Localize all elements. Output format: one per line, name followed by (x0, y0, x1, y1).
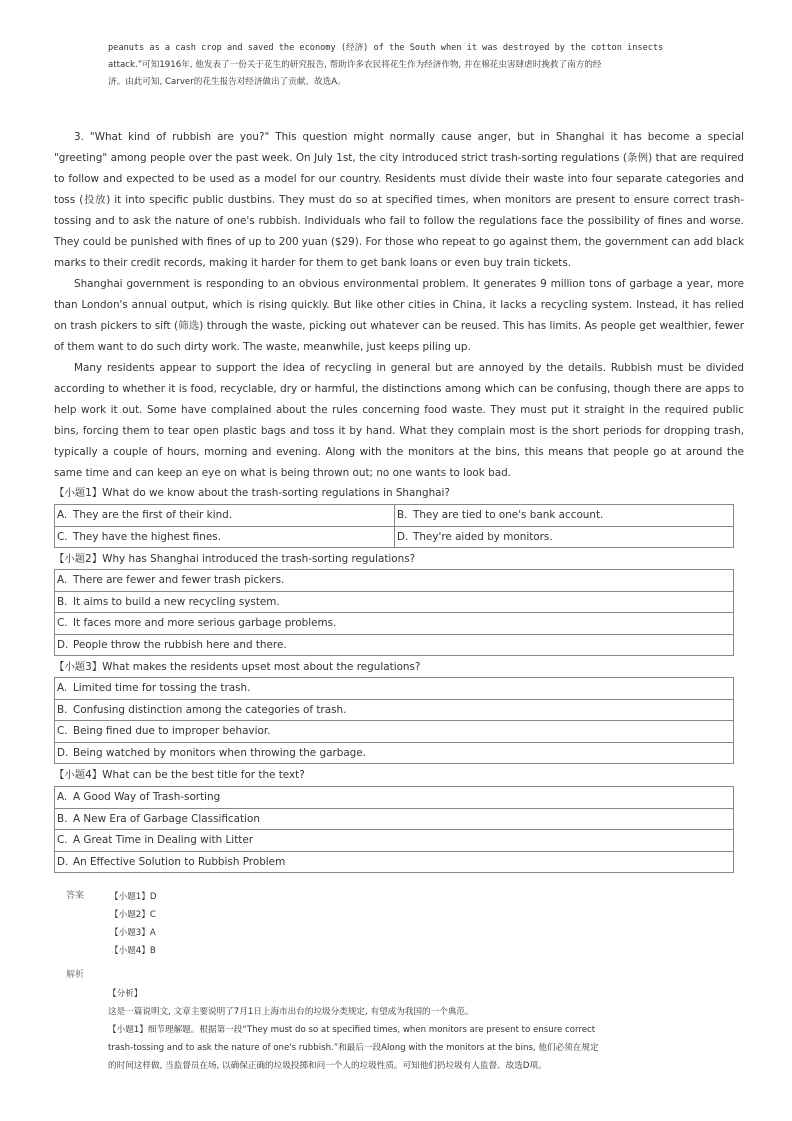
option-a[interactable]: A. They are the first of their kind. (55, 505, 395, 527)
question-3-options (54, 677, 734, 764)
analysis-heading: 【分析】 (108, 989, 143, 999)
question-4-options (54, 786, 734, 873)
option-d[interactable]: D. An Effective Solution to Rubbish Problem (55, 851, 734, 873)
answer-item: 【小题4】B (110, 946, 156, 956)
explanation-line: 济。由此可知, Carver的花生报告对经济做出了贡献。故选A。 (108, 77, 346, 87)
option-c[interactable]: C. They have the highest fines. (55, 526, 395, 548)
analysis-text (108, 985, 728, 1075)
analysis-line: 【小题1】细节理解题。根据第一段“They must do so at specified times, when monitors are present to ensure correct (108, 1025, 596, 1035)
answer-list (110, 888, 156, 960)
passage-paragraph: Many residents appear to support the idea of recycling in general but are annoyed by the details. Rubbish must be divided according to whether it is food, recyclable, dry or harmful, the distinctions among which can be confusing, though there are apps to help work it out. Some have complained about the rules concerning food waste. They must put it straight in the required public bins, forcing them to tear open plastic bags and toss it by hand. What they complain most is the short periods for dropping trash, typically a couple of hours, morning and evening. Along with the monitors at the bins, this means that people go at around the same time and can keep an eye on what is being thrown out; no one wants to look bad. (54, 362, 744, 479)
passage-paragraph: 3. "What kind of rubbish are you?" This question might normally cause anger, but in Shanghai it has become a special "greeting" among people over the past week. On July 1st, the city introduced strict trash-sorting regulations (条例) that are required to follow and expected to be used as a model for our country. Residents must divide their waste into four separate categories and toss (投放) it into specific public dustbins. They must do so at specified times, when monitors are present to ensure correct trash-tossing and to ask the nature of one's rubbish. Individuals who fail to follow the regulations face the possibility of fines and worse. They could be punished with fines of up to 200 yuan ($29). For those who repeat to go against them, the government can add black marks to their credit records, making it harder for them to get bank loans or even buy train tickets. (54, 131, 744, 269)
explanation-line: attack.”可知1916年, 他发表了一份关于花生的研究报告, 帮助许多农民将花生作为经济作物, 并在棉花虫害肆虐时挽救了南方的经 (108, 60, 602, 70)
option-b[interactable]: B. Confusing distinction among the categories of trash. (55, 699, 734, 721)
previous-question-explanation (108, 40, 728, 91)
analysis-line: trash-tossing and to ask the nature of one's rubbish.”和最后一段Along with the monitors at the bins, 他们必须在规定 (108, 1043, 599, 1053)
option-d[interactable]: D. People throw the rubbish here and there. (55, 634, 734, 656)
question-title: 【小题3】What makes the residents upset most about the regulations? (54, 661, 421, 673)
option-c[interactable]: C. A Great Time in Dealing with Litter (55, 830, 734, 852)
answer-label: 答案 (66, 891, 85, 901)
question-title: 【小题2】Why has Shanghai introduced the trash-sorting regulations? (54, 553, 416, 565)
option-a[interactable]: A. A Good Way of Trash-sorting (55, 787, 734, 809)
analysis-line: 的时间这样做, 当监督员在场, 以确保正确的垃圾投掷和问一个人的垃圾性质。可知他们扔垃圾有人监督。故选D项。 (108, 1061, 547, 1071)
explanation-line: peanuts as a cash crop and saved the economy (经济) of the South when it was destroyed by the cotton insects (108, 43, 664, 53)
answer-item: 【小题2】C (110, 910, 156, 920)
option-a[interactable]: A. Limited time for tossing the trash. (55, 678, 734, 700)
option-c[interactable]: C. It faces more and more serious garbage problems. (55, 613, 734, 635)
passage-paragraph: Shanghai government is responding to an obvious environmental problem. It generates 9 million tons of garbage a year, more than London's annual output, which is rising quickly. But like other cities in China, it lacks a recycling system. Instead, it has relied on trash pickers to sift (筛选) through the waste, picking out whatever can be reused. This has limits. As people get wealthier, fewer of them want to do such dirty work. The waste, meanwhile, just keeps piling up. (54, 278, 744, 353)
option-b[interactable]: B. A New Era of Garbage Classification (55, 808, 734, 830)
option-b[interactable]: B. It aims to build a new recycling system. (55, 591, 734, 613)
option-c[interactable]: C. Being fined due to improper behavior. (55, 721, 734, 743)
analysis-line: 这是一篇说明文, 文章主要说明了7月1日上海市出台的垃圾分类规定, 有望成为我国的一个典范。 (108, 1007, 474, 1017)
reading-passage (54, 127, 744, 484)
answer-item: 【小题3】A (110, 928, 156, 938)
option-a[interactable]: A. There are fewer and fewer trash pickers. (55, 570, 734, 592)
question-1-options (54, 504, 734, 548)
option-d[interactable]: D. Being watched by monitors when throwing the garbage. (55, 742, 734, 764)
question-title: 【小题4】What can be the best title for the text? (54, 769, 305, 781)
option-d[interactable]: D. They're aided by monitors. (395, 526, 734, 548)
answer-item: 【小题1】D (110, 892, 157, 902)
question-2-options (54, 569, 734, 656)
analysis-label: 解析 (66, 970, 85, 980)
option-b[interactable]: B. They are tied to one's bank account. (395, 505, 734, 527)
question-title: 【小题1】What do we know about the trash-sorting regulations in Shanghai? (54, 487, 450, 499)
